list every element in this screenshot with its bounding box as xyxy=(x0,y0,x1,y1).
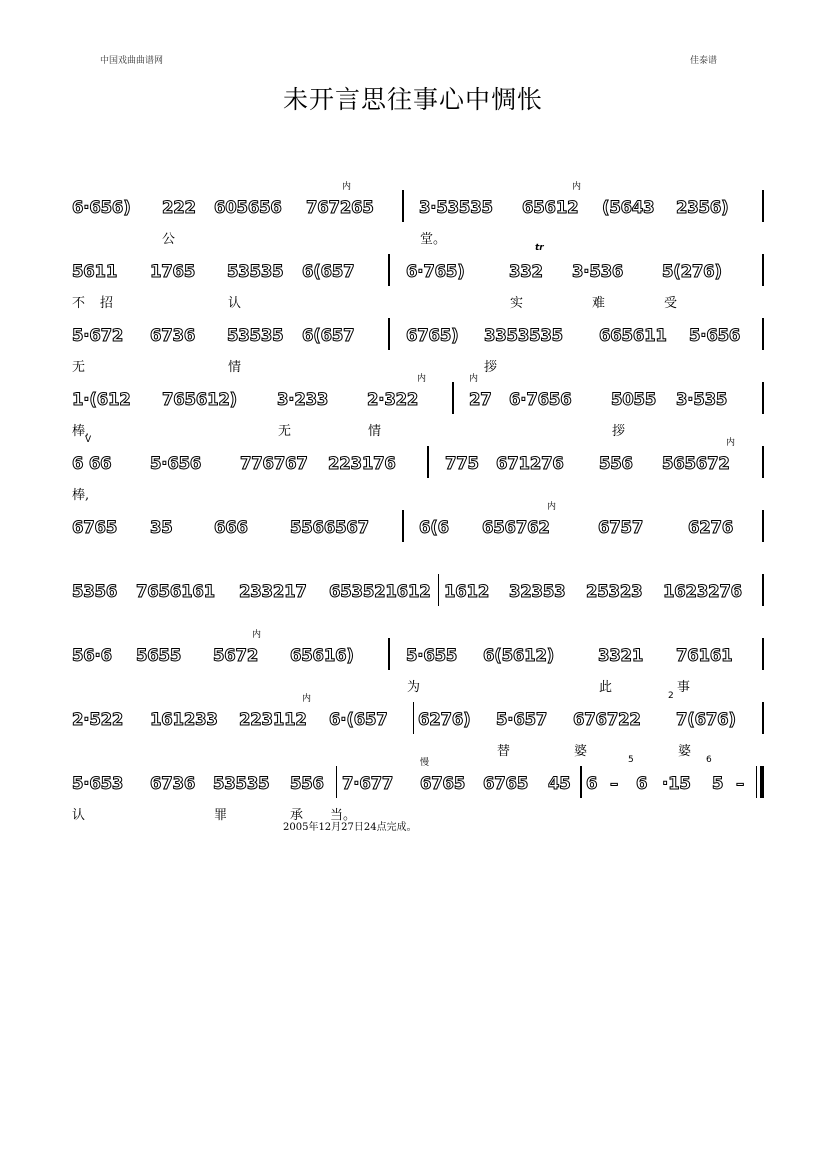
bar-line xyxy=(388,638,390,670)
lyric: 此 xyxy=(599,680,613,695)
score-line-9 xyxy=(72,691,767,762)
lyric: 招 xyxy=(100,296,114,311)
bar-line xyxy=(336,766,337,798)
bar-line xyxy=(762,702,764,734)
notation-segment: 5·656 xyxy=(150,454,202,473)
notation-segment: 6736 xyxy=(150,326,196,345)
notation-segment: 565672 xyxy=(662,454,730,473)
lyric: 为 xyxy=(407,680,421,695)
grace-note: 5 xyxy=(628,755,634,765)
notation-segment: 676722 xyxy=(573,710,641,729)
tempo-mark: 慢 xyxy=(420,758,430,768)
notation-segment: 3·53535 xyxy=(419,198,493,217)
transcriber: 佳泰谱 xyxy=(690,56,718,66)
bar-line xyxy=(388,254,390,286)
notation-segment: 332 xyxy=(509,262,543,281)
notation-segment: 1765 xyxy=(150,262,196,281)
notation-segment: 53535 xyxy=(227,262,284,281)
notation-segment: 5·655 xyxy=(406,646,458,665)
score-line-6 xyxy=(72,502,767,570)
notation-segment: 1·(612 xyxy=(72,390,131,409)
lyric: 认 xyxy=(228,296,242,311)
lyric: 情 xyxy=(368,424,382,439)
lyric: 事 xyxy=(677,680,691,695)
notation-segment: 6(6 xyxy=(419,518,449,537)
notation-segment: 767265 xyxy=(306,198,374,217)
bar-line xyxy=(413,702,414,734)
lyric: 无 xyxy=(72,360,86,375)
lyric: 婆 xyxy=(678,744,692,759)
notation-segment: 6·(657 xyxy=(329,710,388,729)
notation-segment: 6276 xyxy=(688,518,734,537)
grace-note: 2 xyxy=(668,691,674,701)
notation-segment: 223176 xyxy=(328,454,396,473)
notation-segment: ·15 xyxy=(662,774,691,793)
source-site: 中国戏曲曲谱网 xyxy=(100,56,164,66)
lyric: 棒, xyxy=(72,488,90,503)
notation-segment: 3·535 xyxy=(676,390,728,409)
notation-segment: 1623276 xyxy=(663,582,742,601)
notation-segment: 3353535 xyxy=(484,326,563,345)
performance-mark: 内 xyxy=(302,694,312,704)
notation-segment: 161233 xyxy=(150,710,218,729)
notation-segment: 5·672 xyxy=(72,326,124,345)
notation-segment: 53535 xyxy=(227,326,284,345)
score-line-8 xyxy=(72,630,767,698)
performance-mark: 内 xyxy=(469,374,479,384)
bar-line xyxy=(762,446,764,478)
lyric: 堂。 xyxy=(420,232,447,247)
score-title: 未开言思往事心中惆怅 xyxy=(282,85,543,114)
notation-segment: 25323 xyxy=(586,582,643,601)
notation-segment: 65612 xyxy=(522,198,579,217)
notation-segment: 605656 xyxy=(214,198,282,217)
lyric: 拶 xyxy=(484,360,498,375)
performance-mark: 内 xyxy=(726,438,736,448)
notation-segment: 5655 xyxy=(136,646,182,665)
notation-segment: 7·677 xyxy=(342,774,394,793)
lyric: 难 xyxy=(592,296,606,311)
lyric: 情 xyxy=(228,360,242,375)
score-line-3 xyxy=(72,318,767,378)
notation-segment: 556 xyxy=(290,774,324,793)
bar-line xyxy=(452,382,454,414)
bar-line xyxy=(388,318,390,350)
final-bar-line xyxy=(760,766,764,798)
performance-mark: 内 xyxy=(252,630,262,640)
notation-segment: 3·233 xyxy=(277,390,329,409)
notation-segment: 27 xyxy=(469,390,492,409)
bar-line xyxy=(762,318,764,350)
notation-segment: 2·522 xyxy=(72,710,124,729)
notation-segment: 2356) xyxy=(676,198,729,217)
notation-segment: 45 xyxy=(548,774,571,793)
notation-segment: 5356 xyxy=(72,582,118,601)
performance-mark: 内 xyxy=(572,182,582,192)
score-line-2 xyxy=(72,243,767,314)
notation-segment: 6736 xyxy=(150,774,196,793)
notation-segment: 5055 xyxy=(611,390,657,409)
score-line-4 xyxy=(72,374,767,442)
grace-note: 6 xyxy=(706,755,712,765)
score-line-5 xyxy=(72,435,767,506)
lyric: 无 xyxy=(278,424,292,439)
notation-segment: 56·6 xyxy=(72,646,112,665)
notation-segment: 775 xyxy=(445,454,479,473)
notation-segment: 7656161 xyxy=(136,582,215,601)
notation-segment: 35 xyxy=(150,518,173,537)
bar-line xyxy=(402,190,404,222)
notation-segment: 6(657 xyxy=(302,326,355,345)
notation-segment: 6276) xyxy=(418,710,471,729)
performance-mark: 内 xyxy=(342,182,352,192)
bar-line xyxy=(580,766,582,798)
bar-line xyxy=(438,574,439,606)
bar-line xyxy=(762,190,764,222)
notation-segment: 765612) xyxy=(162,390,238,409)
score-line-7 xyxy=(72,574,767,634)
notation-segment: 6765 xyxy=(420,774,466,793)
notation-segment: 5(276) xyxy=(662,262,722,281)
notation-segment: 5 xyxy=(712,774,724,793)
notation-segment: 7(676) xyxy=(676,710,736,729)
lyric: 认 xyxy=(72,808,86,823)
notation-segment: 223112 xyxy=(239,710,307,729)
lyric: 当。 xyxy=(330,808,357,823)
bar-line xyxy=(762,510,764,542)
bar-line xyxy=(762,638,764,670)
notation-segment: 76161 xyxy=(676,646,733,665)
lyric: 棒, xyxy=(72,424,90,439)
lyric: 公 xyxy=(162,232,176,247)
notation-segment: 653521612 xyxy=(329,582,431,601)
notation-segment: 1612 xyxy=(444,582,490,601)
bar-line xyxy=(762,254,764,286)
notation-segment: 3321 xyxy=(598,646,644,665)
bar-line xyxy=(402,510,404,542)
lyric: 实 xyxy=(510,296,524,311)
notation-segment: – xyxy=(736,774,745,793)
bar-line xyxy=(762,382,764,414)
breath-mark: V xyxy=(85,435,92,445)
performance-mark: 内 xyxy=(547,502,557,512)
notation-segment: 6757 xyxy=(598,518,644,537)
notation-segment: 5·657 xyxy=(496,710,548,729)
lyric: 罪 xyxy=(214,808,228,823)
notation-segment: 6765 xyxy=(72,518,118,537)
notation-segment: 6765 xyxy=(483,774,529,793)
notation-segment: 2·322 xyxy=(367,390,419,409)
notation-segment: 32353 xyxy=(509,582,566,601)
notation-segment: 222 xyxy=(162,198,196,217)
notation-segment: 5672 xyxy=(213,646,259,665)
bar-line xyxy=(762,574,764,606)
notation-segment: 6 xyxy=(586,774,598,793)
notation-segment: 6 66 xyxy=(72,454,112,473)
notation-segment: 53535 xyxy=(213,774,270,793)
notation-segment: 6 xyxy=(636,774,648,793)
performance-mark: 内 xyxy=(417,374,427,384)
score-line-1 xyxy=(72,182,767,250)
notation-segment: (5643 xyxy=(602,198,655,217)
notation-segment: 6(5612) xyxy=(483,646,555,665)
notation-segment: 665611 xyxy=(599,326,667,345)
notation-segment: 6·656) xyxy=(72,198,131,217)
bar-line xyxy=(756,766,757,798)
notation-segment: 5·653 xyxy=(72,774,124,793)
bar-line xyxy=(427,446,429,478)
trill-mark: tr xyxy=(535,243,544,253)
notation-segment: 6765) xyxy=(406,326,459,345)
notation-segment: 6·765) xyxy=(406,262,465,281)
lyric: 承 xyxy=(290,808,304,823)
notation-segment: 776767 xyxy=(240,454,308,473)
notation-segment: 5611 xyxy=(72,262,118,281)
lyric: 替 xyxy=(497,744,511,759)
notation-segment: 5·656 xyxy=(689,326,741,345)
lyric: 拶 xyxy=(612,424,626,439)
notation-segment: 65616) xyxy=(290,646,354,665)
lyric: 受 xyxy=(664,296,678,311)
lyric: 婆 xyxy=(574,744,588,759)
notation-segment: 6(657 xyxy=(302,262,355,281)
notation-segment: 656762 xyxy=(482,518,550,537)
notation-segment: 233217 xyxy=(239,582,307,601)
notation-segment: 6·7656 xyxy=(509,390,572,409)
completion-note: 2005年12月27日24点完成。 xyxy=(283,822,417,833)
notation-segment: 556 xyxy=(599,454,633,473)
notation-segment: 666 xyxy=(214,518,248,537)
notation-segment: 671276 xyxy=(496,454,564,473)
notation-segment: – xyxy=(610,774,619,793)
lyric: 不 xyxy=(72,296,86,311)
score-line-10 xyxy=(72,755,767,826)
notation-segment: 3·536 xyxy=(572,262,624,281)
notation-segment: 5566567 xyxy=(290,518,369,537)
